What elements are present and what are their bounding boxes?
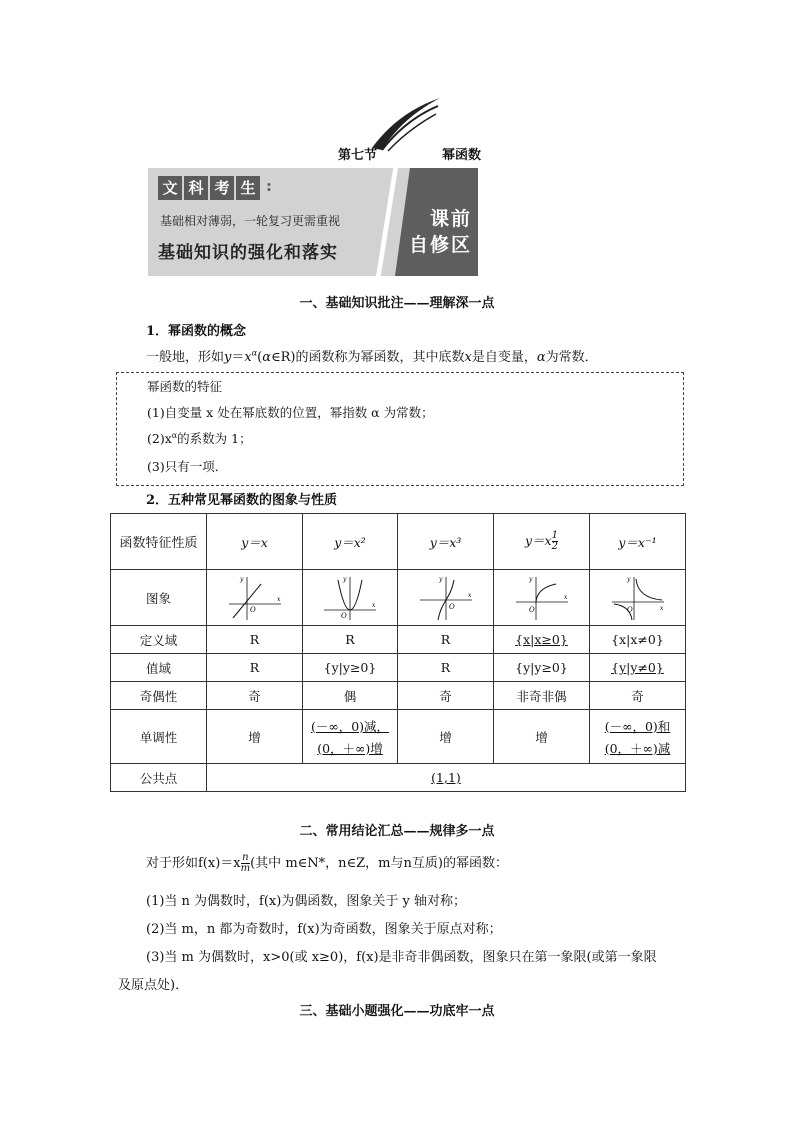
graph-linear-icon: [225, 574, 285, 622]
svg-text:O: O: [528, 605, 535, 614]
table-cell: {x|x≥0}: [494, 626, 590, 654]
banner-right-line2: 自修区: [408, 234, 472, 256]
table-cell: {y|y≥0}: [303, 654, 398, 682]
table-cell: {y|y≥0}: [494, 654, 590, 682]
definition-text: 一般地，形如$y=x^\alpha(\alpha\in R)$的函数称为幂函数，其中底数x是自变量，α为常数．: [146, 348, 598, 365]
svg-text:y: y: [438, 575, 442, 583]
svg-text:y: y: [626, 575, 630, 583]
table-cell: (－∞，0)减， (0，＋∞)增: [303, 710, 398, 764]
table-row-label: 单调性: [111, 710, 207, 764]
feature-item: $(2)x^\alpha$的系数为 1；: [147, 430, 252, 446]
subheading-five-functions: 2．五种常见幂函数的图象与性质: [146, 493, 338, 508]
svg-text:y: y: [528, 575, 532, 583]
part2-heading: 二、常用结论汇总——规律多一点: [299, 824, 495, 839]
table-cell: 增: [398, 710, 494, 764]
svg-text:y: y: [343, 575, 347, 583]
banner-separator: [376, 168, 398, 276]
table-header-function: y＝x²: [303, 514, 398, 570]
svg-text:x: x: [659, 604, 663, 612]
feature-box: [116, 372, 684, 486]
banner-tag: 文: [158, 176, 182, 200]
table-cell: 奇: [590, 682, 686, 710]
table-header-function: y＝x⁻¹: [590, 514, 686, 570]
table-cell: R: [207, 654, 303, 682]
graph-parabola-icon: [320, 574, 380, 622]
table-cell: 奇: [398, 682, 494, 710]
conclusion-intro: 对于形如f(x)＝x $\frac{n}{m}$ (其中 m∈N*，n∈Z，m与n互质)的幂函数：: [146, 852, 508, 874]
table-cell: (－∞，0)和 (0，＋∞)减: [590, 710, 686, 764]
feature-item: (3)只有一项．: [147, 459, 228, 474]
table-cell: {y|y≠0}: [590, 654, 686, 682]
svg-text:O: O: [341, 611, 347, 620]
table-row-label: 奇偶性: [111, 682, 207, 710]
table-cell: R: [398, 654, 494, 682]
banner-main-title: 基础知识的强化和落实: [158, 243, 338, 263]
banner-tag: 考: [210, 176, 234, 200]
table-cell: 奇: [207, 682, 303, 710]
section-number: 第七节: [338, 148, 378, 163]
part1-heading: 一、基础知识批注——理解深一点: [299, 296, 495, 311]
part3-heading: 三、基础小题强化——功底牢一点: [299, 1004, 495, 1019]
table-cell: R: [303, 626, 398, 654]
graph-square: [303, 570, 398, 626]
svg-text:x: x: [563, 593, 567, 601]
table-row-label: 定义域: [111, 626, 207, 654]
feature-item: (1)自变量 x 处在幂底数的位置，幂指数 α 为常数；: [147, 405, 434, 420]
table-header-function: y＝x³: [398, 514, 494, 570]
swoosh-decoration-icon: [368, 96, 444, 152]
svg-text:x: x: [372, 601, 376, 609]
banner-tag-colon: :: [266, 176, 272, 195]
svg-text:x: x: [467, 591, 471, 599]
graph-linear: [207, 570, 303, 626]
table-cell: R: [398, 626, 494, 654]
banner-subtitle: 基础相对薄弱，一轮复习更需重视: [160, 214, 341, 228]
graph-hyperbola-icon: [608, 574, 668, 622]
power-function-table: [110, 513, 686, 792]
svg-text:x: x: [276, 595, 280, 603]
svg-text:O: O: [249, 605, 256, 614]
feature-box-title: 幂函数的特征: [147, 379, 223, 394]
graph-cube: [398, 570, 494, 626]
banner: [148, 168, 478, 276]
table-header-function: y＝x $\frac{1}{2}$: [494, 514, 590, 570]
table-header-label: 函数特征性质: [111, 514, 207, 570]
table-cell: 增: [207, 710, 303, 764]
table-row-label: 公共点: [111, 764, 207, 792]
table-cell: 增: [494, 710, 590, 764]
table-cell: {x|x≠0}: [590, 626, 686, 654]
conclusion-item: (3)当 m 为偶数时，x>0(或 x≥0)，f(x)是非奇非偶函数，图象只在第一象限(或第一象限: [146, 950, 657, 965]
section-title: 幂函数: [442, 148, 482, 163]
svg-text:y: y: [239, 575, 243, 583]
banner-right-line1: 课前: [429, 208, 472, 230]
subheading-concept: 1．幂函数的概念: [146, 324, 247, 339]
table-cell-common-point: (1,1): [207, 764, 686, 792]
table-header-function: y＝x: [207, 514, 303, 570]
conclusion-item-continued: 及原点处)．: [118, 978, 189, 993]
conclusion-item: (1)当 n 为偶数时，f(x)为偶函数，图象关于 y 轴对称；: [146, 894, 466, 909]
banner-tag: 科: [184, 176, 208, 200]
graph-sqrt-icon: [512, 574, 572, 622]
banner-tag: 生: [236, 176, 260, 200]
graph-cubic-icon: [416, 574, 476, 622]
svg-text:O: O: [626, 605, 633, 614]
table-row-label: 值域: [111, 654, 207, 682]
table-cell: 非奇非偶: [494, 682, 590, 710]
graph-sqrt: [494, 570, 590, 626]
svg-text:O: O: [448, 602, 455, 611]
conclusion-item: (2)当 m，n 都为奇数时，f(x)为奇函数，图象关于原点对称；: [146, 922, 502, 937]
table-cell: 偶: [303, 682, 398, 710]
graph-reciprocal: [590, 570, 686, 626]
table-cell: R: [207, 626, 303, 654]
table-row-label: 图象: [111, 570, 207, 626]
